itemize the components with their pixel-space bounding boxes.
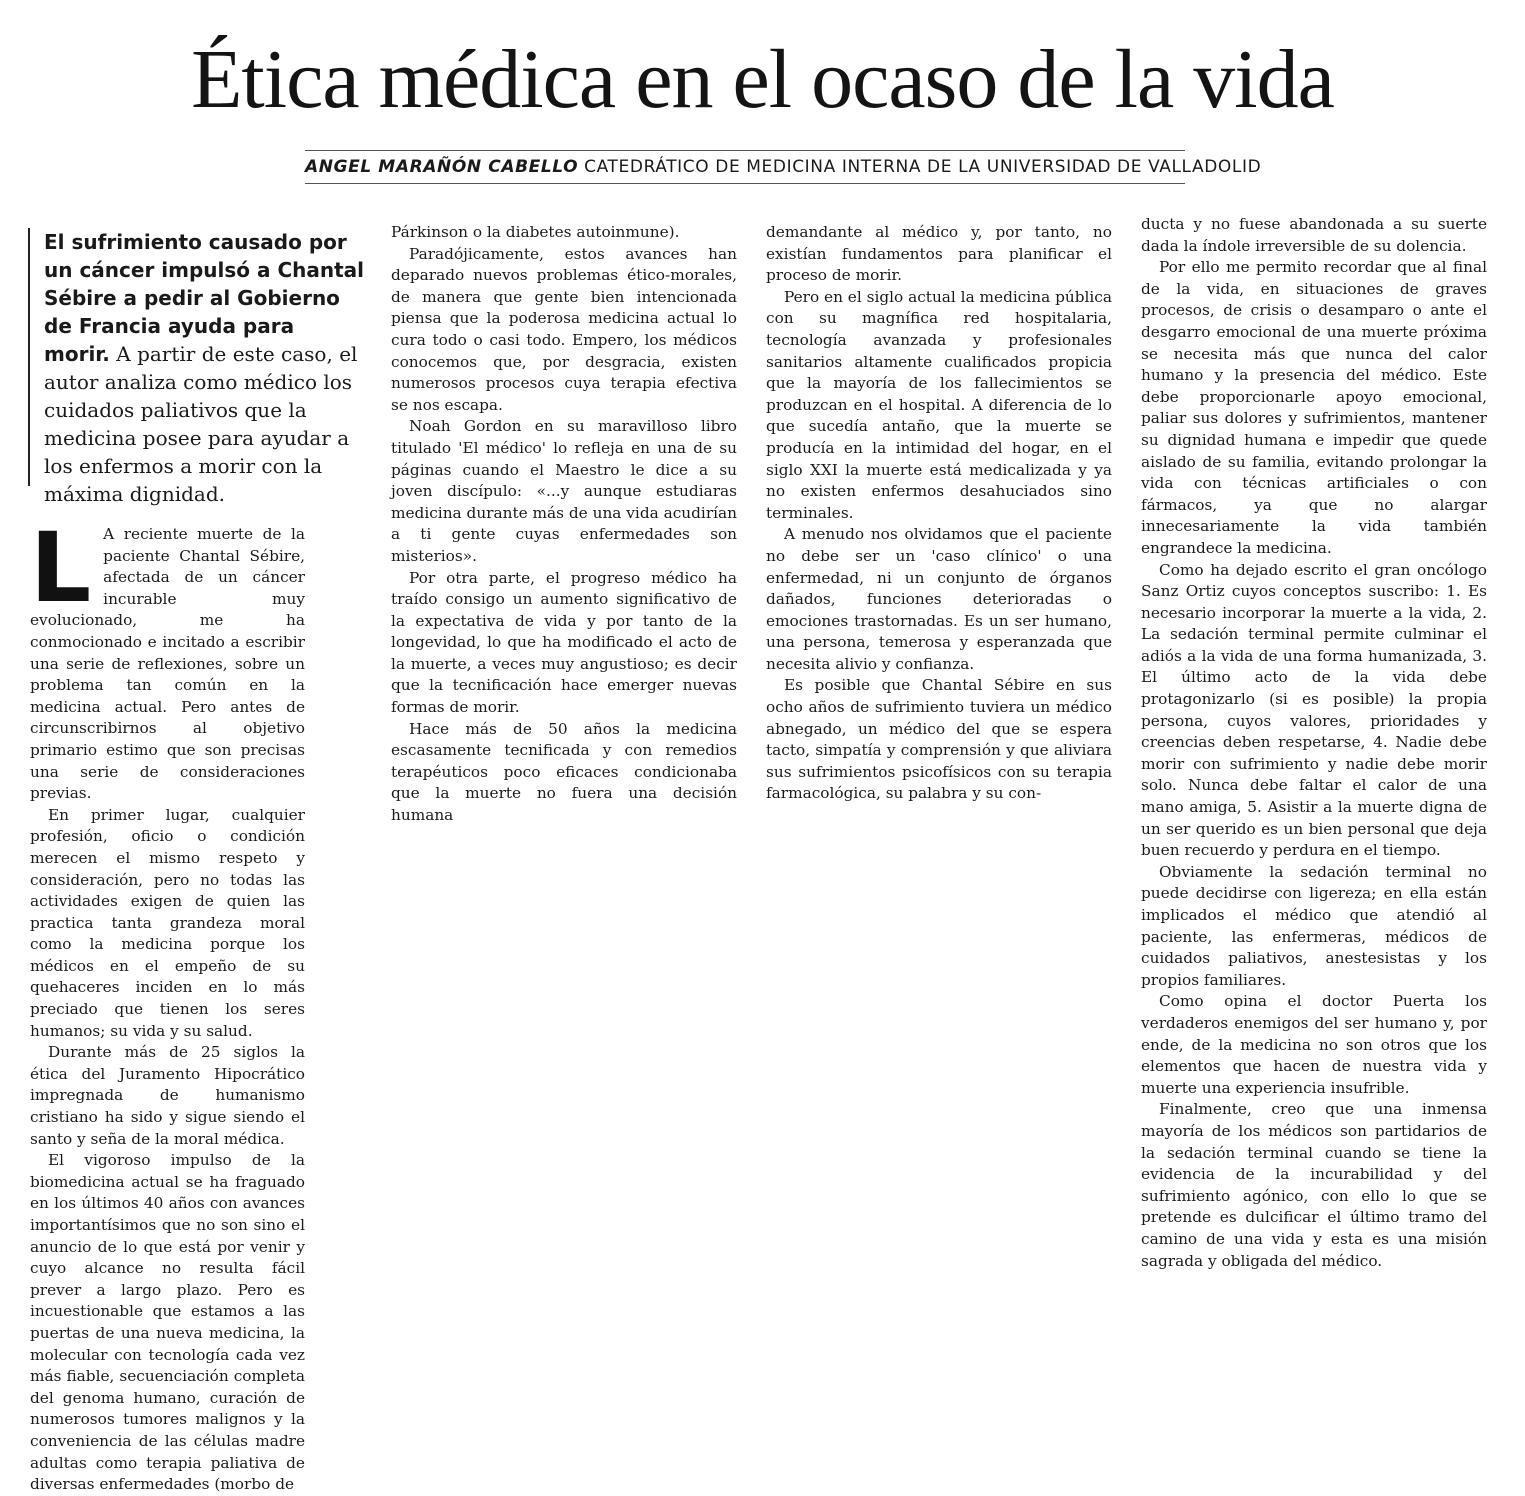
lede-rest-text: A partir de este caso, el autor analiza como médico los cuidados paliativos que la medicina posee para ayudar a los enfermos a morir con la máxima dignidad. (44, 342, 358, 506)
paragraph: Por ello me permito recordar que al final de la vida, en situaciones de graves procesos, de crisis o desamparo o ante el desgarro emocional de una muerte próxima se necesita más que nunca del calor humano y la presencia del médico. Este debe proporcionarle apoyo emocional, paliar sus dolores y sufrimientos, mantener su dignidad humana e impedir que quede aislado de su familia, evitando prolongar la vida con técnicas artificiales o con fármacos, ya que no alargar innecesariamente la vida también engrandece la medicina. (1141, 258, 1487, 557)
paragraph: Hace más de 50 años la medicina escasamente tecnificada y con remedios terapéuticos poco eficaces condicionaba que la muerte no fuera una decisión humana (391, 719, 737, 825)
paragraph: Por otra parte, el progreso médico ha traído consigo un aumento significativo de la expectativa de vida y por tanto de la longevidad, lo que ha modificado el acto de la muerte, a veces muy angustioso; es decir que la tecnificación hace emerger nuevas formas de morir. (391, 568, 737, 717)
paragraph (30, 512, 305, 805)
paragraph: A menudo nos olvidamos que el paciente no debe ser un 'caso clínico' o una enfermedad, ni un conjunto de órganos dañados, funciones deterioradas o emociones trastornadas. Es un ser humano, una persona, temerosa y esperanzada que necesita alivio y confianza. (766, 525, 1112, 673)
paragraph: Obviamente la sedación terminal no puede decidirse con ligereza; en ella están implicados el médico que atendió al paciente, las enfermeras, médicos de cuidados paliativos, anestesistas y los propios familiares. (1141, 862, 1487, 989)
paragraph: Durante más de 25 siglos la ética del Juramento Hipocrático impregnada de humanismo cristiano ha sido y sigue siendo el santo y seña de la moral médica. (30, 1043, 305, 1148)
paragraph: demandante al médico y, por tanto, no existían fundamentos para planificar el proceso de morir. (766, 223, 1112, 285)
headline: Ética médica en el ocaso de la vida (191, 33, 1334, 126)
paragraph: Pero en el siglo actual la medicina pública con su magnífica red hospitalaria, tecnología avanzada y profesionales sanitarios altamente cualificados propicia que la mayoría de los fallecimientos se produzcan en el hospital. A diferencia de lo que sucedía antaño, que la muerte se producía en la intimidad del hogar, en el siglo XXI la muerte está medicalizada y ya no existen enfermos desahuciados sino terminales. (766, 287, 1112, 522)
article-column-2 (391, 222, 737, 825)
byline-role: CATEDRÁTICO DE MEDICINA INTERNA DE LA UNIVERSIDAD DE VALLADOLID (584, 157, 1262, 177)
paragraph: Paradójicamente, estos avances han deparado nuevos problemas ético-morales, de manera que gente bien intencionada piensa que la poderosa medicina actual lo cura todo o casi todo. Empero, los médicos conocemos que, por desgracia, existen numerosos procesos cuya terapia efectiva se nos escapa. (391, 244, 737, 414)
article-column-3 (766, 222, 1112, 803)
lede-summary (28, 228, 365, 506)
article-column-1 (30, 512, 305, 1494)
paragraph: Como ha dejado escrito el gran oncólogo Sanz Ortiz cuyos conceptos suscribo: 1. Es necesario incorporar la muerte a la vida, 2. La sedación terminal permite culminar el adiós a la vida de una forma humanizada, 3. El último acto de la vida debe protagonizarlo (si es posible) la propia persona, cuyos valores, prioridades y creencias deben respetarse, 4. Nadie debe morir con sufrimiento y nadie debe morir solo. Nunca debe faltar el calor de una mano amiga, 5. Asistir a la muerte digna de un ser querido es un bien personal que deja buen recuerdo y perdura en el tiempo. (1141, 560, 1487, 860)
paragraph: ducta y no fuese abandonada a su suerte dada la índole irreversible de su dolencia. (1141, 215, 1487, 255)
lede-bold-text: El sufrimiento causado por un cáncer impulsó a Chantal Sébire a pedir al Gobierno de Francia ayuda para morir. (44, 230, 365, 366)
byline-author: ANGEL MARAÑÓN CABELLO (305, 157, 579, 177)
paragraph: El vigoroso impulso de la biomedicina actual se ha fraguado en los últimos 40 años con avances importantísimos que no son sino el anuncio de lo que está por venir y cuyo alcance no resulta fácil prever a largo plazo. Pero es incuestionable que estamos a las puertas de una nueva medicina, la molecular con tecnología cada vez más fiable, secuenciación completa del genoma humano, curación de numerosos tumores malignos y la conveniencia de las células madre adultas como terapia paliativa de diversas enfermedades (morbo de (30, 1151, 305, 1494)
byline (305, 150, 1262, 184)
paragraph: Es posible que Chantal Sébire en sus ocho años de sufrimiento tuviera un médico abnegado, un médico del que se espera tacto, simpatía y comprensión y que aliviara sus sufrimientos psicofísicos con su terapia farmacológica, su palabra y su con- (766, 676, 1112, 803)
paragraph: Como opina el doctor Puerta los verdaderos enemigos del ser humano y, por ende, de la medicina no son otros que los elementos que hacen de nuestra vida y muerte una experiencia insufrible. (1141, 992, 1487, 1097)
paragraph: Noah Gordon en su maravilloso libro titulado 'El médico' lo refleja en una de su páginas cuando el Maestro le dice a su joven discípulo: «...y aunque estudiaras medicina durante más de una vida acudirían a ti gente cuyas enfermedades son misterios». (391, 417, 737, 565)
drop-cap: L (30, 512, 92, 624)
paragraph: En primer lugar, cualquier profesión, oficio o condición merecen el mismo respeto y consideración, pero no todas las actividades exigen de quien las practica tanta grandeza moral como la medicina porque los médicos en el empeño de su quehaceres inciden en lo más preciado que tienen los seres humanos; su vida y su salud. (30, 805, 305, 1040)
paragraph-text: A reciente muerte de la paciente Chantal Sébire, afectada de un cáncer incurable muy evolucionado, me ha conmocionado e incitado a escribir una serie de reflexiones, sobre un problema tan común en la medicina actual. Pero antes de circunscribirnos al objetivo primario estimo que son precisas una serie de consideraciones previas. (30, 525, 305, 803)
article-column-4 (1141, 214, 1487, 1374)
paragraph: Párkinson o la diabetes autoinmune). (391, 223, 680, 241)
paragraph: Finalmente, creo que una inmensa mayoría de los médicos son partidarios de la sedación terminal cuando se tiene la evidencia de la incurabilidad y del sufrimiento agónico, con ello lo que se pretende es dulcificar el último tramo del camino de una vida y esta es una misión sagrada y obligada del médico. (1141, 1100, 1487, 1270)
